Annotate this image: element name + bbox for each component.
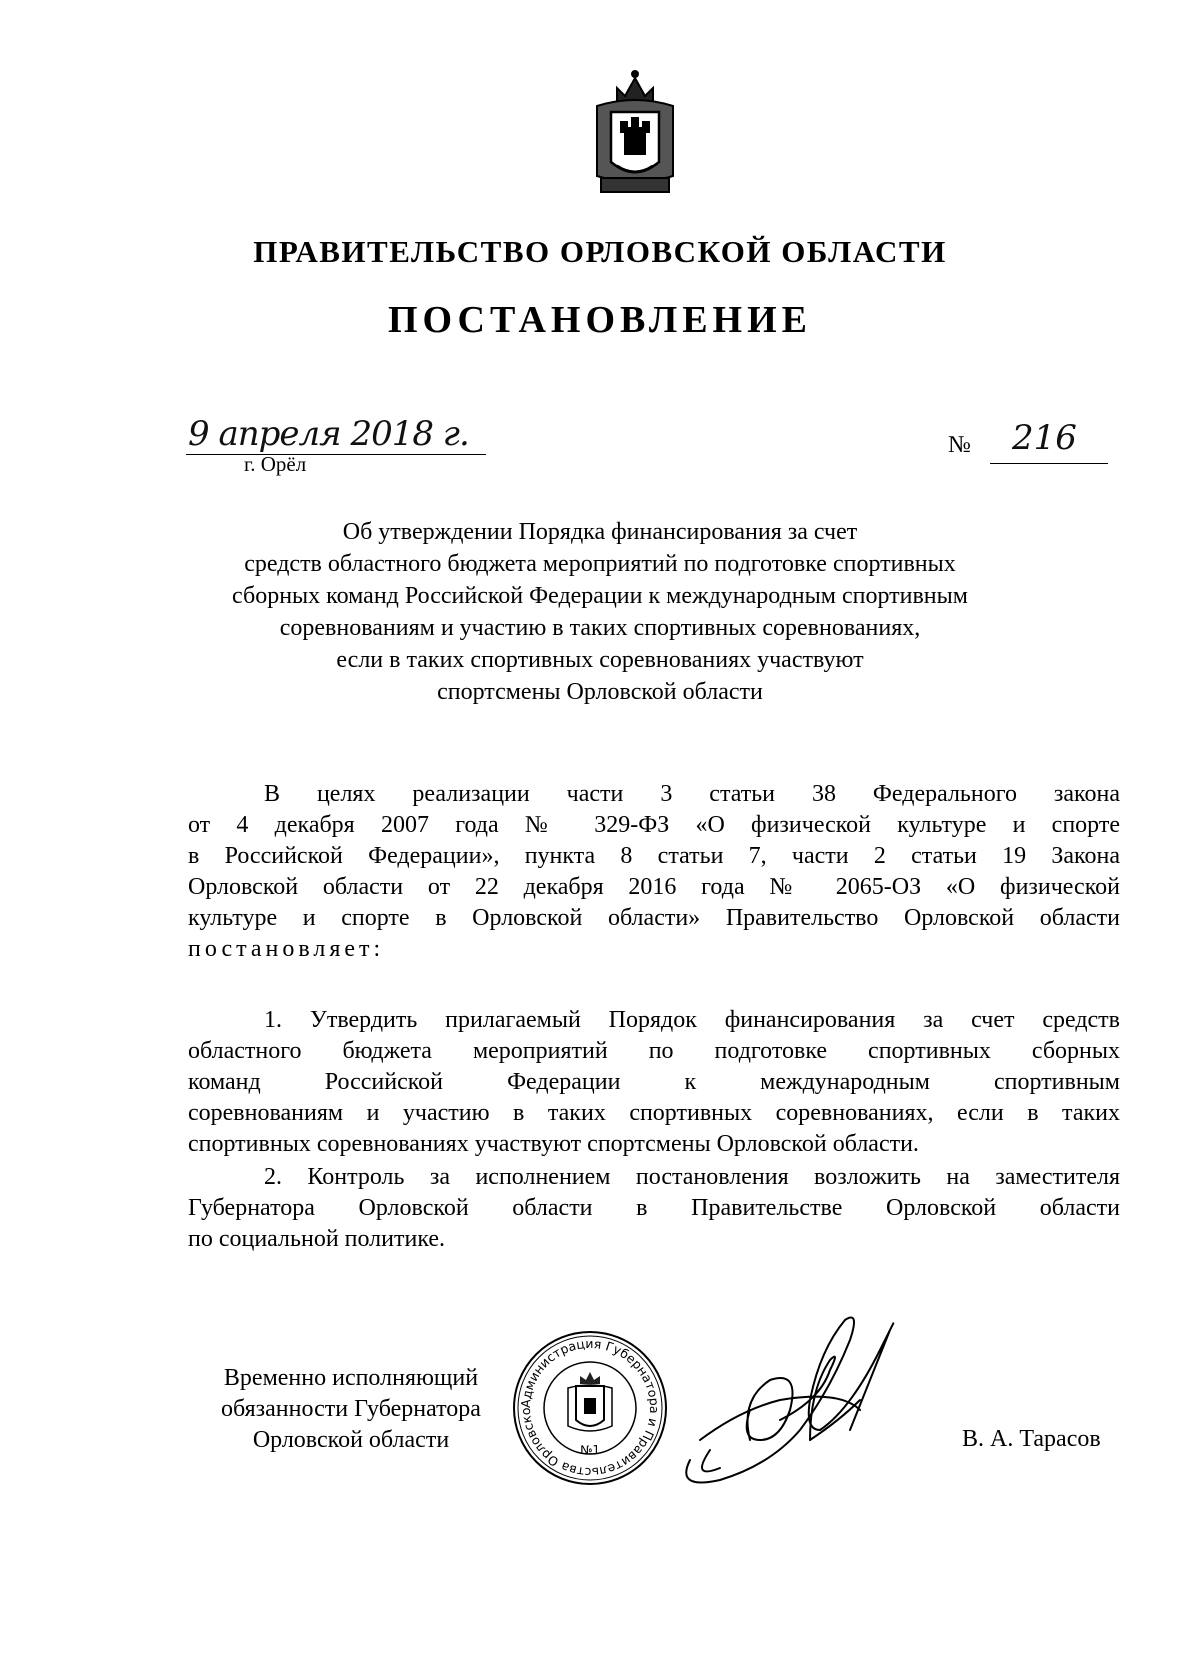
preamble-paragraph [188,779,1120,965]
text-line: 2. Контроль за исполнением постановления возложить на заместителя [264,1164,1120,1190]
text-line: Губернатора Орловской области в Правительстве Орловской области [188,1195,1120,1221]
date-underline [186,454,486,455]
coat-of-arms-icon [587,66,683,200]
subject-line: сборных команд Российской Федерации к международным спортивным [232,583,968,609]
number-underline [990,463,1108,464]
position-line: Временно исполняющий [223,1365,479,1391]
text-line: культуре и спорте в Орловской области» Правительство Орловской области [188,905,1120,931]
svg-text:№1: №1 [579,1443,601,1457]
number-sign: № [948,432,971,458]
subject-line: соревнованиям и участию в таких спортивных соревнованиях, [279,615,921,641]
subject-line: спортсмены Орловской области [437,679,763,705]
text-line: В целях реализации части 3 статьи 38 Федерального закона [264,781,1120,807]
text-line: по социальной политике. [188,1226,446,1252]
text-line: Орловской области от 22 декабря 2016 года № 2065-ОЗ «О физической [188,874,1120,900]
item-2-paragraph [188,1162,1120,1255]
position-line: обязанности Губернатора [221,1396,481,1422]
text-line: от 4 декабря 2007 года № 329-ФЗ «О физической культуре и спорте [188,812,1120,838]
handwritten-number: 216 [1012,418,1077,458]
item-1-paragraph [188,1005,1120,1160]
city-label: г. Орёл [244,452,307,476]
text-line: команд Российской Федерации к международным спортивным [188,1069,1120,1095]
position-line: Орловской области [252,1427,450,1453]
official-seal-icon [510,1328,670,1488]
text-line: 1. Утвердить прилагаемый Порядок финансирования за счет средств [264,1007,1120,1033]
text-line: постановляет: [188,936,385,962]
text-line: спортивных соревнованиях участвуют спортсмены Орловской области. [188,1131,919,1157]
subject-line: средств областного бюджета мероприятий по подготовке спортивных [244,551,956,577]
text-line: областного бюджета мероприятий по подготовке спортивных сборных [188,1038,1120,1064]
organization-title: ПРАВИТЕЛЬСТВО ОРЛОВСКОЙ ОБЛАСТИ [253,234,947,269]
text-line: соревнованиям и участию в таких спортивных соревнованиях, если в таких [188,1100,1120,1126]
document-subject [150,516,1050,708]
subject-line: Об утверждении Порядка финансирования за счет [342,519,858,545]
signer-name: В. А. Тарасов [962,1426,1101,1452]
subject-line: если в таких спортивных соревнованиях участвуют [336,647,864,673]
text-line: в Российской Федерации», пункта 8 статьи 7, части 2 статьи 19 Закона [188,843,1120,869]
document-type-title: ПОСТАНОВЛЕНИЕ [387,299,813,341]
handwritten-signature [680,1290,940,1500]
signatory-position [196,1363,506,1456]
svg-text:Администрация Губернатора и Пр: Администрация Губернатора и Правительства Орловско [517,1335,663,1481]
handwritten-date: 9 апреля 2018 г. [188,414,469,454]
